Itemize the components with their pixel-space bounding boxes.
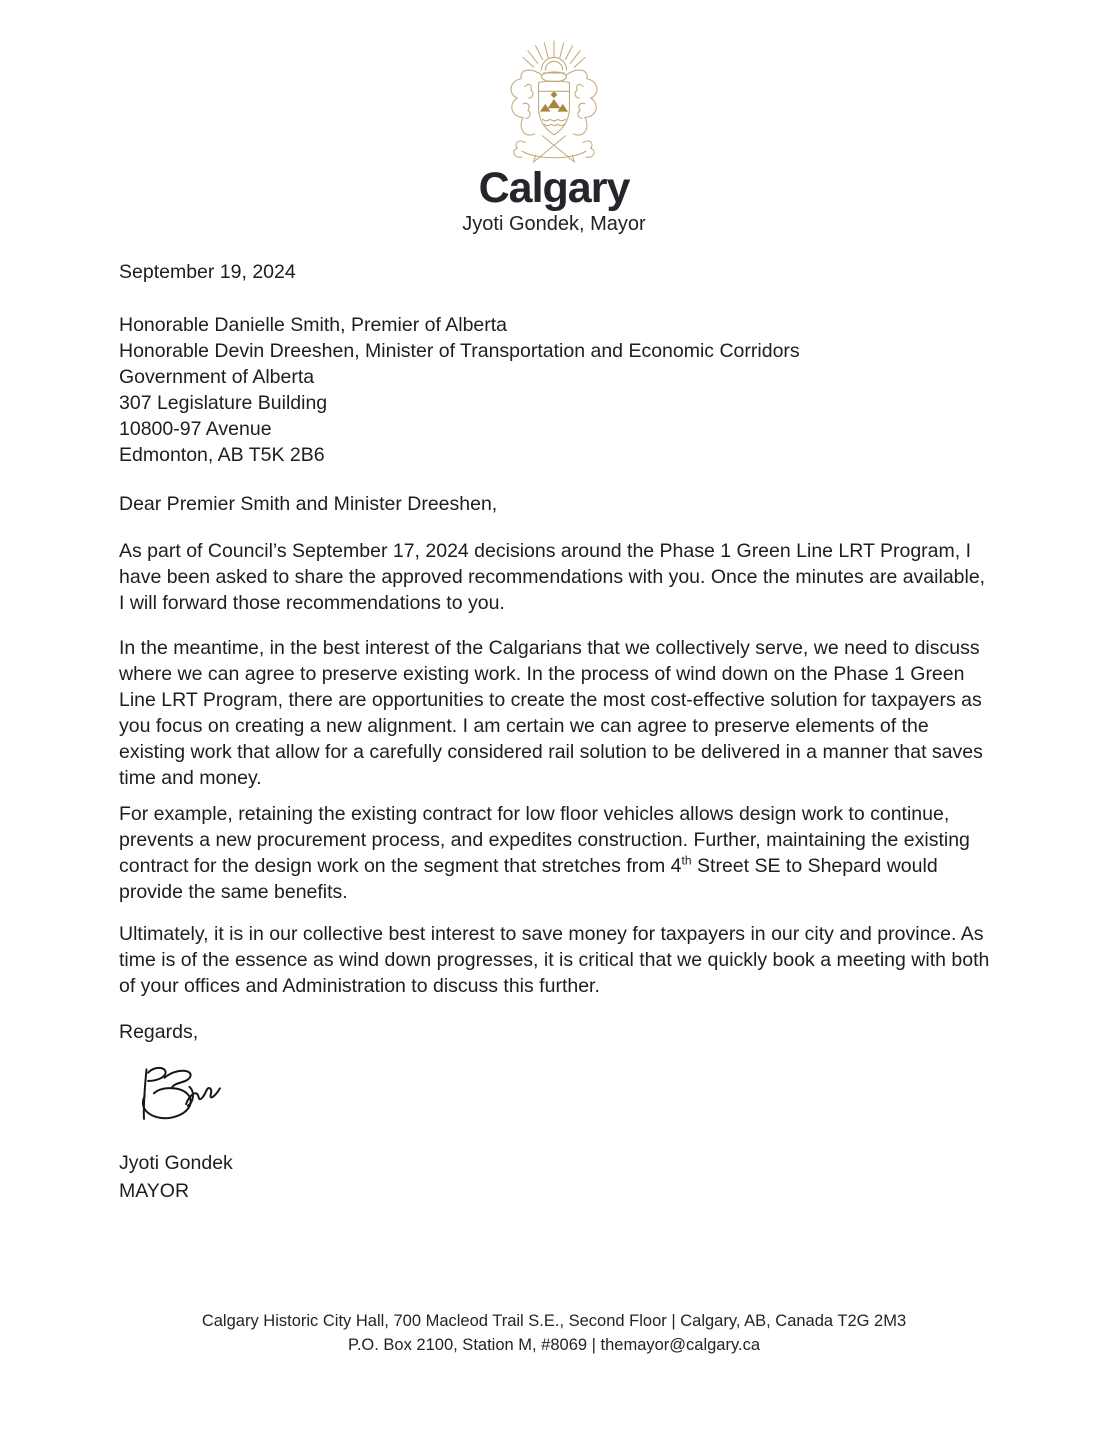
paragraph-3-text: For example, retaining the existing contract for low floor vehicles allows design work to continue, prevents a new procurement process, and expedites construction. Further, maintaining the existing contract for the design work on the segment that stretches from 4: [119, 803, 970, 877]
calgary-wordmark: Calgary: [478, 164, 630, 212]
mayor-subtitle: Jyoti Gondek, Mayor: [462, 213, 646, 235]
closing: Regards,: [119, 1021, 199, 1043]
salutation: Dear Premier Smith and Minister Dreeshen,: [119, 493, 498, 515]
recipient-line-6: Edmonton, AB T5K 2B6: [119, 444, 325, 466]
paragraph-4: Ultimately, it is in our collective best interest to save money for taxpayers in our city and province. As time is of the essence as wind down progresses, it is critical that we quickly book a meeting with both of your offices and Administration to discuss this further.: [119, 923, 990, 997]
paragraph-3-text-cont: Street SE to Shepard would provide the same benefits.: [119, 855, 938, 903]
signer-title: MAYOR: [119, 1180, 190, 1202]
calgary-crest-icon: [496, 36, 612, 164]
recipient-line-1: Honorable Danielle Smith, Premier of Alberta: [119, 314, 508, 336]
ordinal-superscript: th: [681, 853, 692, 868]
recipient-line-3: Government of Alberta: [119, 366, 315, 388]
footer: [0, 1309, 1108, 1357]
recipient-line-5: 10800-97 Avenue: [119, 418, 272, 440]
recipient-line-4: 307 Legislature Building: [119, 392, 328, 414]
paragraph-1: As part of Council’s September 17, 2024 decisions around the Phase 1 Green Line LRT Program, I have been asked to share the approved recommendations with you. Once the minutes are available, I will forward those recommendations to you.: [119, 540, 986, 614]
footer-contact: P.O. Box 2100, Station M, #8069 | themayor@calgary.ca: [347, 1336, 761, 1354]
recipient-address-block: [119, 312, 991, 468]
recipient-line-2: Honorable Devin Dreeshen, Minister of Transportation and Economic Corridors: [119, 340, 800, 362]
signature-icon: [118, 1062, 236, 1128]
paragraph-3: [119, 801, 991, 905]
footer-address: Calgary Historic City Hall, 700 Macleod Trail S.E., Second Floor | Calgary, AB, Canada T2G 2M3: [201, 1312, 907, 1330]
signer-name: Jyoti Gondek: [119, 1152, 233, 1174]
letter-date: September 19, 2024: [119, 261, 296, 283]
paragraph-2: In the meantime, in the best interest of the Calgarians that we collectively serve, we need to discuss where we can agree to preserve existing work. In the process of wind down on the Phase 1 Green Line LRT Program, there are opportunities to create the most cost-effective solution for taxpayers as you focus on creating a new alignment. I am certain we can agree to preserve elements of the existing work that allow for a carefully considered rail solution to be delivered in a manner that saves time and money.: [119, 637, 983, 789]
signature: [118, 1062, 236, 1133]
letterhead: [0, 36, 1108, 236]
